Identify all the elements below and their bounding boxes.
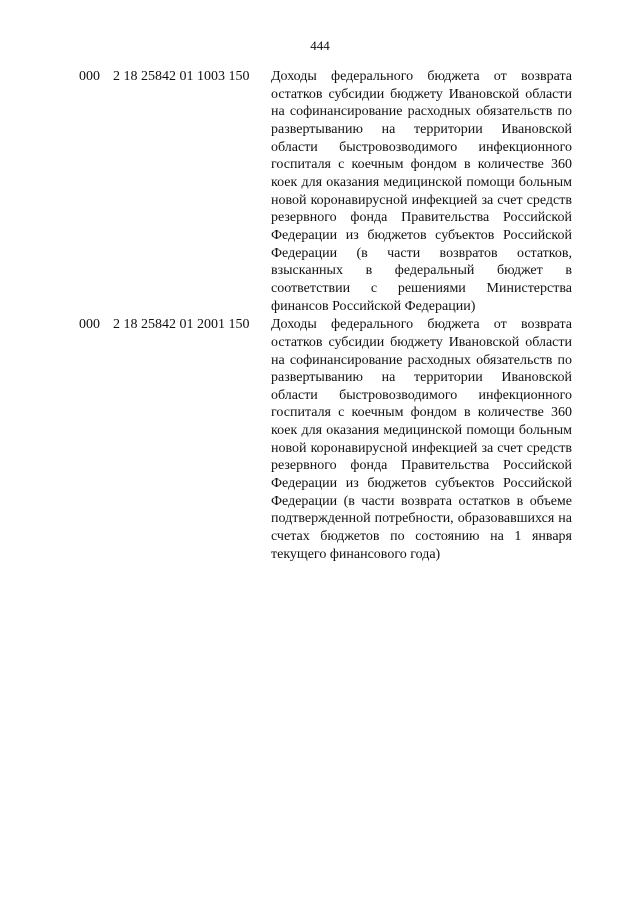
table-row <box>0 316 640 563</box>
admin-code: 000 <box>79 317 100 333</box>
budget-classification-code: 2 18 25842 01 2001 150 <box>113 317 250 333</box>
income-description: Доходы федерального бюджета от возврата остатков субсидии бюджету Ивановской области на софинансирование расходных обязательств по развертыванию на территории Ивановской области быстровозводимого инфекционного госпиталя с коечным фондом в количестве 360 коек для оказания медицинской помощи больным новой коронавирусной инфекцией за счет средств резервного фонда Правительства Российской Федерации из бюджетов субъектов Российской Федерации (в части возврата остатков в объеме подтвержденной потребности, образовавшихся на счетах бюджетов по состоянию на 1 января текущего финансового года) <box>271 317 572 562</box>
records-table <box>0 68 640 563</box>
budget-classification-code: 2 18 25842 01 1003 150 <box>113 69 250 84</box>
table-row <box>0 68 640 315</box>
admin-code: 000 <box>79 69 100 84</box>
page-number: 444 <box>310 38 330 53</box>
income-description: Доходы федерального бюджета от возврата остатков субсидии бюджету Ивановской области на софинансирование расходных обязательств по развертыванию на территории Ивановской области быстровозводимого инфекционного госпиталя с коечным фондом в количестве 360 коек для оказания медицинской помощи больным новой коронавирусной инфекцией за счет средств резервного фонда Правительства Российской Федерации из бюджетов субъектов Российской Федерации (в части возвратов остатков, взысканных в федеральный бюджет в соответствии с решениями Министерства финансов Российской Федерации) <box>271 69 572 314</box>
